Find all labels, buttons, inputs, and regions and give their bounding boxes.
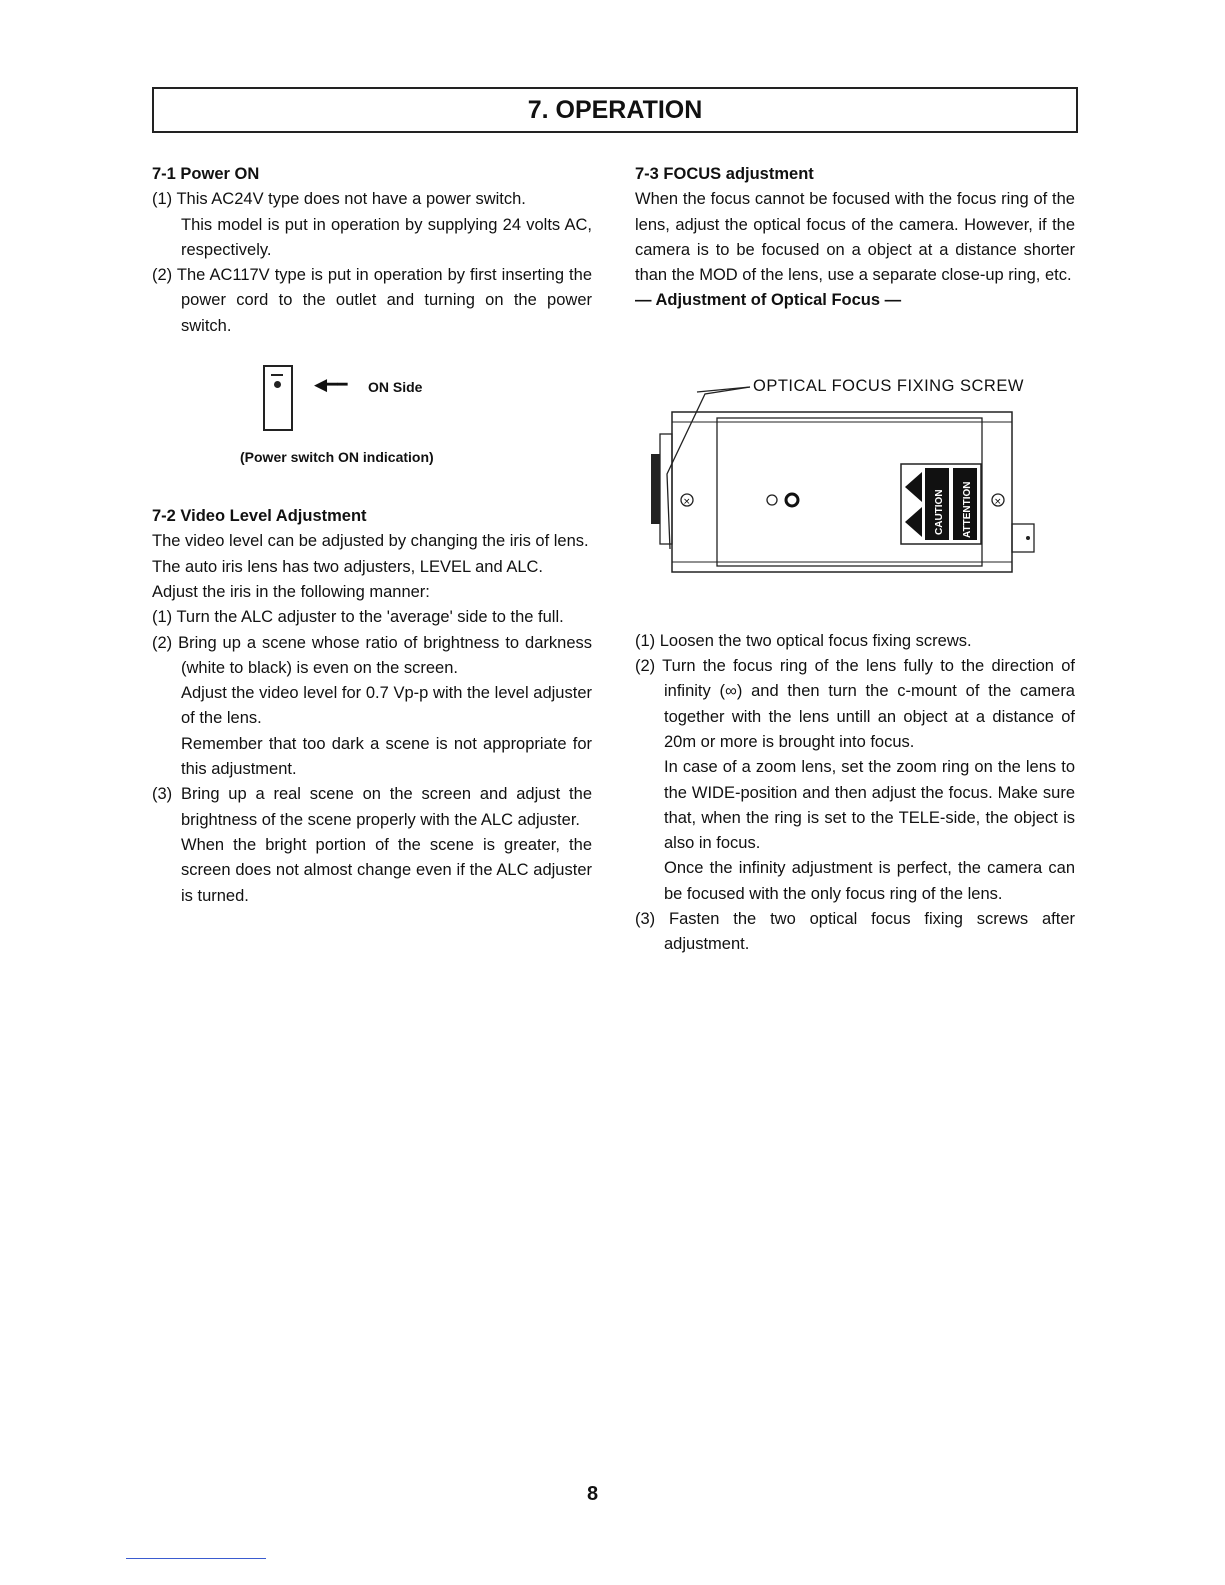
video-item-2: (2) Bring up a scene whose ratio of brightness to darkness (white to black) is even on the screen. (152, 633, 592, 677)
right-column (635, 162, 1075, 958)
power-item-2: (2) The AC117V type is put in operation by first inserting the power cord to the outlet and turning on the power switch. (152, 266, 592, 335)
power-switch-figure (152, 339, 592, 479)
camera-figure (635, 314, 1075, 629)
focus-item-2-once: Once the infinity adjustment is perfect, the camera can be focused with the only focus ring of the lens. (664, 859, 1075, 903)
focus-item-1: (1) Loosen the two optical focus fixing screws. (635, 631, 972, 650)
svg-text:×: × (683, 496, 691, 507)
focus-screw-1 (767, 495, 777, 505)
lens-mount-ring (651, 454, 660, 524)
focus-item-3: (3) Fasten the two optical focus fixing screws after adjustment. (635, 910, 1075, 954)
svg-text:ATTENTION: ATTENTION (962, 481, 973, 538)
video-level-para-2: The auto iris lens has two adjusters, LEVEL and ALC. (152, 557, 544, 576)
focus-item-2: (2) Turn the focus ring of the lens fully to the direction of infinity (∞) and then turn the c-mount of the camera together with the lens untill an object at a distance of 20m or more is brought into focus. (635, 657, 1075, 751)
video-item-2-note: Remember that too dark a scene is not appropriate for this adjustment. (181, 734, 592, 779)
power-switch-icon (263, 365, 293, 431)
video-level-para-3: Adjust the iris in the following manner: (152, 582, 430, 601)
switch-on-label: ON Side (368, 379, 423, 396)
power-item-1: (1) This AC24V type does not have a power switch. (152, 190, 526, 209)
focus-subheading: — Adjustment of Optical Focus — (635, 291, 902, 310)
left-arrow-icon: ◀━━ (314, 375, 348, 395)
left-column (152, 162, 592, 909)
video-item-1: (1) Turn the ALC adjuster to the 'average' side to the full. (152, 608, 564, 627)
heading-video-level: 7-2 Video Level Adjustment (152, 507, 367, 526)
section-title: 7. OPERATION (152, 87, 1078, 133)
focus-para: When the focus cannot be focused with the focus ring of the lens, adjust the optical focus of the camera. However, if the camera is to be focused on a object at a distance shorter than the MOD of the lens, use a separate close-up ring, etc. (635, 190, 1075, 285)
switch-caption: (Power switch ON indication) (240, 449, 434, 466)
footer-line (126, 1558, 266, 1559)
power-item-1-detail: This model is put in operation by supplying 24 volts AC, respectively. (181, 215, 592, 259)
page-number: 8 (587, 1483, 599, 1505)
camera-diagram (635, 314, 1075, 629)
video-item-3: (3) Bring up a real scene on the screen and adjust the brightness of the scene properly with the ALC adjuster. (152, 785, 592, 829)
heading-power-on: 7-1 Power ON (152, 165, 260, 183)
focus-item-2-zoom: In case of a zoom lens, set the zoom ring on the lens to the WIDE-position and then adjust the focus. Make sure that, when the ring is set to the TELE-side, the object is also in focus. (664, 758, 1075, 853)
video-item-3-detail: When the bright portion of the scene is greater, the screen does not almost change even if the ALC adjuster is turned. (181, 835, 592, 905)
video-item-2-detail: Adjust the video level for 0.7 Vp-p with the level adjuster of the lens. (181, 684, 592, 728)
svg-text:CAUTION: CAUTION (934, 489, 945, 535)
focus-screw-2 (786, 494, 798, 506)
video-level-para-1: The video level can be adjusted by changing the iris of lens. (152, 532, 589, 551)
svg-text:×: × (994, 496, 1002, 507)
heading-focus: 7-3 FOCUS adjustment (635, 165, 814, 183)
figure-label: OPTICAL FOCUS FIXING SCREW (753, 376, 1024, 395)
